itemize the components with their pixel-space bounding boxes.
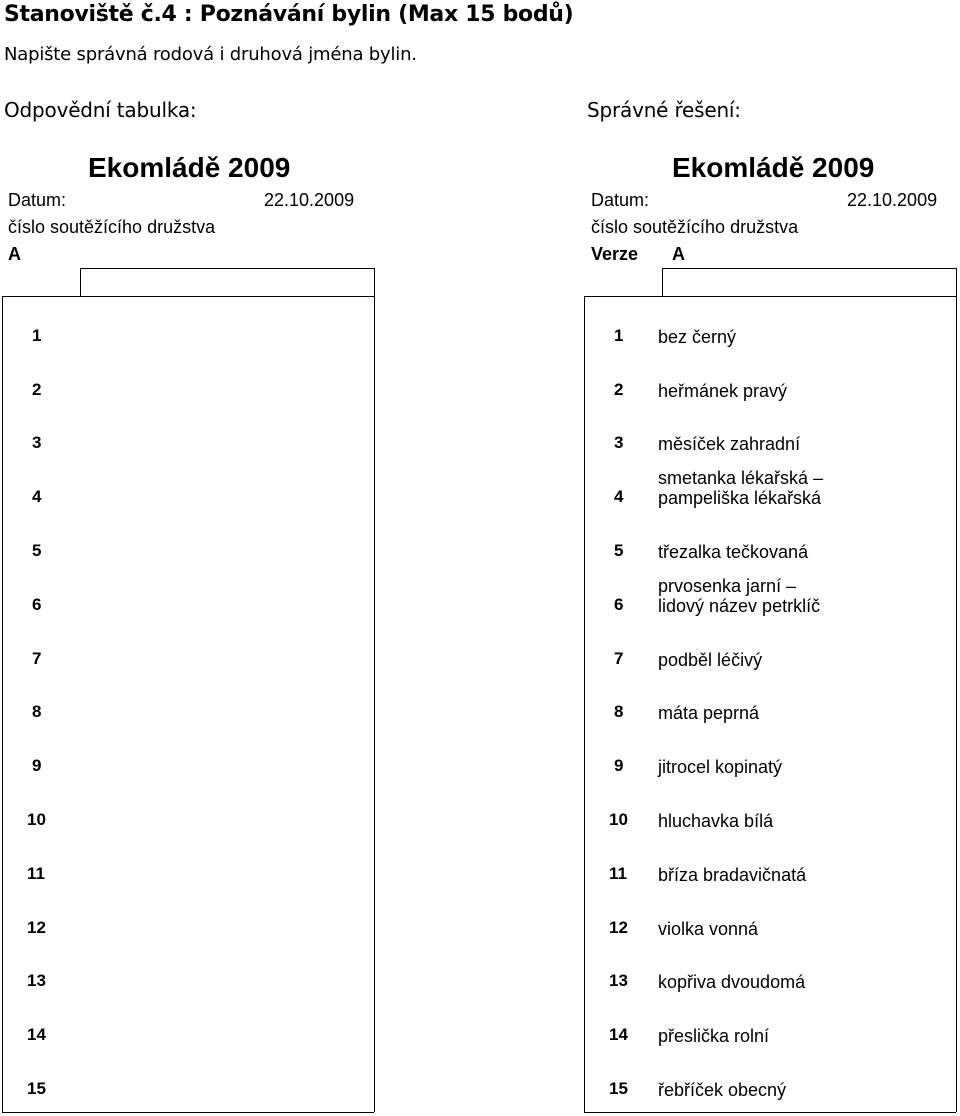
answer-text: jitrocel kopinatý xyxy=(658,757,783,778)
answer-text: heřmánek pravý xyxy=(658,380,788,401)
right-row-number: 8 xyxy=(614,702,624,722)
left-version: A xyxy=(8,244,21,264)
right-row-number: 11 xyxy=(609,863,627,883)
right-row-number: 9 xyxy=(614,756,624,776)
right-header-left-border xyxy=(662,268,663,296)
right-datum-value: 22.10.2009 xyxy=(847,190,938,210)
answer-text: bez černý xyxy=(658,326,737,347)
answer-text: bříza bradavičnatá xyxy=(658,864,807,885)
page-title: Stanoviště č.4 : Poznávání bylin (Max 15 bodů) xyxy=(4,2,574,27)
left-left-border xyxy=(2,296,3,1112)
answer-text: smetanka lékařská – pampeliška lékařská xyxy=(658,468,824,509)
solution-heading: Správné řešení: xyxy=(587,98,741,122)
left-row-number: 9 xyxy=(32,756,42,776)
left-row-number: 7 xyxy=(32,648,42,668)
left-row-number: 6 xyxy=(32,594,42,614)
right-row-number: 14 xyxy=(609,1025,628,1045)
left-row-number: 11 xyxy=(27,863,45,883)
answer-text: máta peprná xyxy=(658,703,760,724)
left-row-number: 8 xyxy=(32,702,42,722)
right-top-border xyxy=(662,268,956,269)
right-row-number: 10 xyxy=(609,810,628,829)
left-row-number: 5 xyxy=(32,541,42,560)
instruction-text: Napište správná rodová i druhová jména bylin. xyxy=(4,44,417,65)
right-left-border xyxy=(584,296,585,1112)
left-header-right-border xyxy=(374,268,375,296)
left-datum-label: Datum: xyxy=(8,190,67,210)
answer-text: violka vonná xyxy=(658,918,759,939)
answer-text: přeslička rolní xyxy=(658,1026,770,1047)
left-right-border xyxy=(374,296,375,1112)
left-row-number: 2 xyxy=(32,379,42,399)
right-row-number: 7 xyxy=(614,648,624,668)
answer-text: kopřiva dvoudomá xyxy=(658,972,806,993)
answer-text: třezalka tečkovaná xyxy=(658,542,809,562)
left-datum-value: 22.10.2009 xyxy=(264,190,355,210)
right-row-number: 1 xyxy=(614,325,624,345)
right-row-number: 4 xyxy=(614,487,624,507)
left-row-number: 10 xyxy=(27,810,46,829)
right-right-border xyxy=(956,296,957,1112)
left-row-number: 1 xyxy=(32,325,42,345)
answer-table-heading: Odpovědní tabulka: xyxy=(4,98,197,122)
answer-text: hluchavka bílá xyxy=(658,811,774,831)
right-datum-label: Datum: xyxy=(591,190,650,210)
left-header-bottom-border xyxy=(2,296,374,297)
left-row-number: 14 xyxy=(27,1025,46,1045)
right-row-number: 3 xyxy=(614,433,624,453)
left-bottom-border xyxy=(2,1112,374,1113)
left-row-number: 15 xyxy=(27,1079,46,1098)
left-row-number: 4 xyxy=(32,487,42,507)
right-row-number: 5 xyxy=(614,541,624,560)
left-row-number: 3 xyxy=(32,433,42,453)
right-row-number: 15 xyxy=(609,1079,628,1098)
left-row-number: 13 xyxy=(27,971,46,991)
answer-text: řebříček obecný xyxy=(658,1080,787,1100)
right-version: A xyxy=(672,244,685,264)
right-bottom-border xyxy=(584,1112,956,1113)
right-row-number: 12 xyxy=(609,917,628,937)
left-event-title: Ekomládě 2009 xyxy=(88,152,291,183)
right-row-number: 2 xyxy=(614,379,624,399)
left-team-label: číslo soutěžícího družstva xyxy=(8,217,216,237)
left-header-left-border xyxy=(80,268,81,296)
right-event-title: Ekomládě 2009 xyxy=(672,152,875,183)
right-header-right-border xyxy=(956,268,957,296)
right-version-label: Verze xyxy=(591,244,639,264)
answer-text: prvosenka jarní – lidový název petrklíč xyxy=(658,575,821,616)
answer-text: podběl léčivý xyxy=(658,649,763,670)
right-team-label: číslo soutěžícího družstva xyxy=(591,217,799,237)
answer-text: měsíček zahradní xyxy=(658,434,801,455)
left-top-border xyxy=(80,268,374,269)
right-row-number: 6 xyxy=(614,594,624,614)
left-row-number: 12 xyxy=(27,917,46,937)
right-header-bottom-border xyxy=(584,296,956,297)
right-row-number: 13 xyxy=(609,971,628,991)
